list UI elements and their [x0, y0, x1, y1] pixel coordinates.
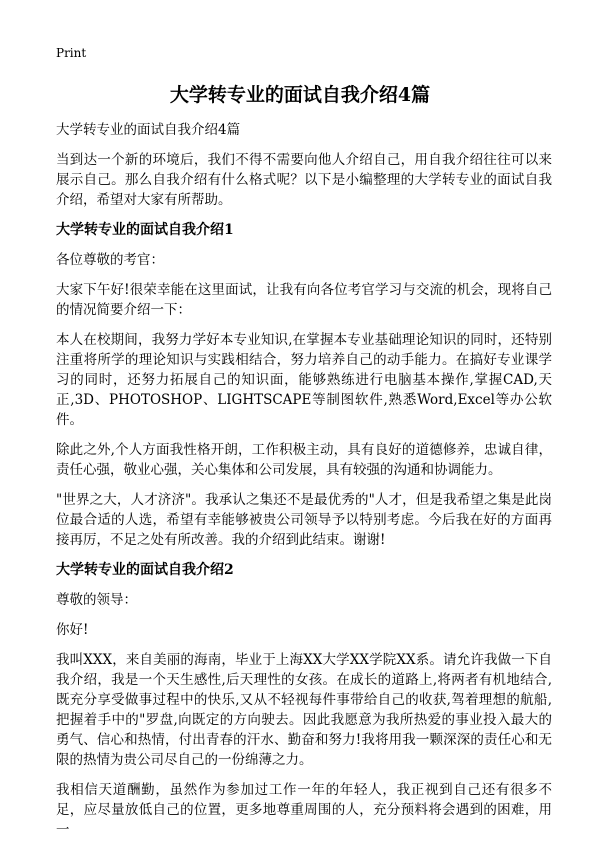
section-1-paragraph-3: 除此之外,个人方面我性格开朗，工作积极主动，具有良好的道德修养，忠诚自律，责任心强，敬业心强，关心集体和公司发展，具有较强的沟通和协调能力。	[56, 442, 552, 478]
document-body	[56, 120, 552, 850]
intro-paragraph: 当到达一个新的环境后，我们不得不需要向他人介绍自己，用自我介绍往往可以来展示自己。那么自我介绍有什么格式呢？以下是小编整理的大学转专业的面试自我介绍，希望对大家有所帮助。	[56, 152, 552, 208]
section-2-paragraph-2: 我相信天道酬勤，虽然作为参加过工作一年的年轻人，我正视到自己还有很多不足，应尽量放低自己的位置，更多地尊重周围的人，充分预料将会遇到的困难，用一	[56, 782, 552, 838]
section-2-hello: 你好!	[56, 622, 89, 638]
section-2-greeting: 尊敬的领导：	[56, 592, 137, 608]
section-1-paragraph-2: 本人在校期间，我努力学好本专业知识,在掌握本专业基础理论知识的同时，还特别注重将所学的理论知识与实践相结合，努力培养自己的动手能力。在搞好专业课学习的同时，还努力拓展自己的知识面，能够熟练进行电脑基本操作,掌握CAD,天正,3D、PHOTOSHOP、LIGHTSCAPE等制图软件,熟悉Word,Excel等办公软件。	[56, 332, 552, 428]
document-subtitle: 大学转专业的面试自我介绍4篇	[56, 122, 241, 138]
print-label[interactable]: Print	[56, 46, 87, 60]
section-1-paragraph-1: 大家下午好!很荣幸能在这里面试，让我有向各位考官学习与交流的机会，现将自己的情况简要介绍一下：	[56, 282, 552, 318]
section-2-heading: 大学转专业的面试自我介绍2	[56, 562, 234, 578]
section-2-paragraph-1: 我叫XXX，来自美丽的海南，毕业于上海XX大学XX学院XX系。请允许我做一下自我介绍，我是一个天生感性,后天理性的女孩。在成长的道路上,将两者有机地结合,既充分享受做事过程中的快乐,又从不轻视每件事带给自己的收获,驾着理想的航船,把握着手中的"罗盘,向既定的方向驶去。因此我愿意为我所热爱的事业投入最大的勇气、信心和热情，付出青春的汗水、勤奋和努力!我将用我一颗深深的责任心和无限的热情为贵公司尽自己的一份绵薄之力。	[56, 652, 552, 768]
section-1-paragraph-4: "世界之大，人才济济"。我承认之集还不是最优秀的"人才，但是我希望之集是此岗位最合适的人选，希望有幸能够被贵公司领导予以特别考虑。今后我在好的方面再接再厉，不足之处有所改善。我的介绍到此结束。谢谢!	[56, 492, 552, 548]
section-1-greeting: 各位尊敬的考官：	[56, 252, 164, 268]
page-title: 大学转专业的面试自我介绍4篇	[169, 84, 431, 106]
section-1-heading: 大学转专业的面试自我介绍1	[56, 222, 234, 238]
